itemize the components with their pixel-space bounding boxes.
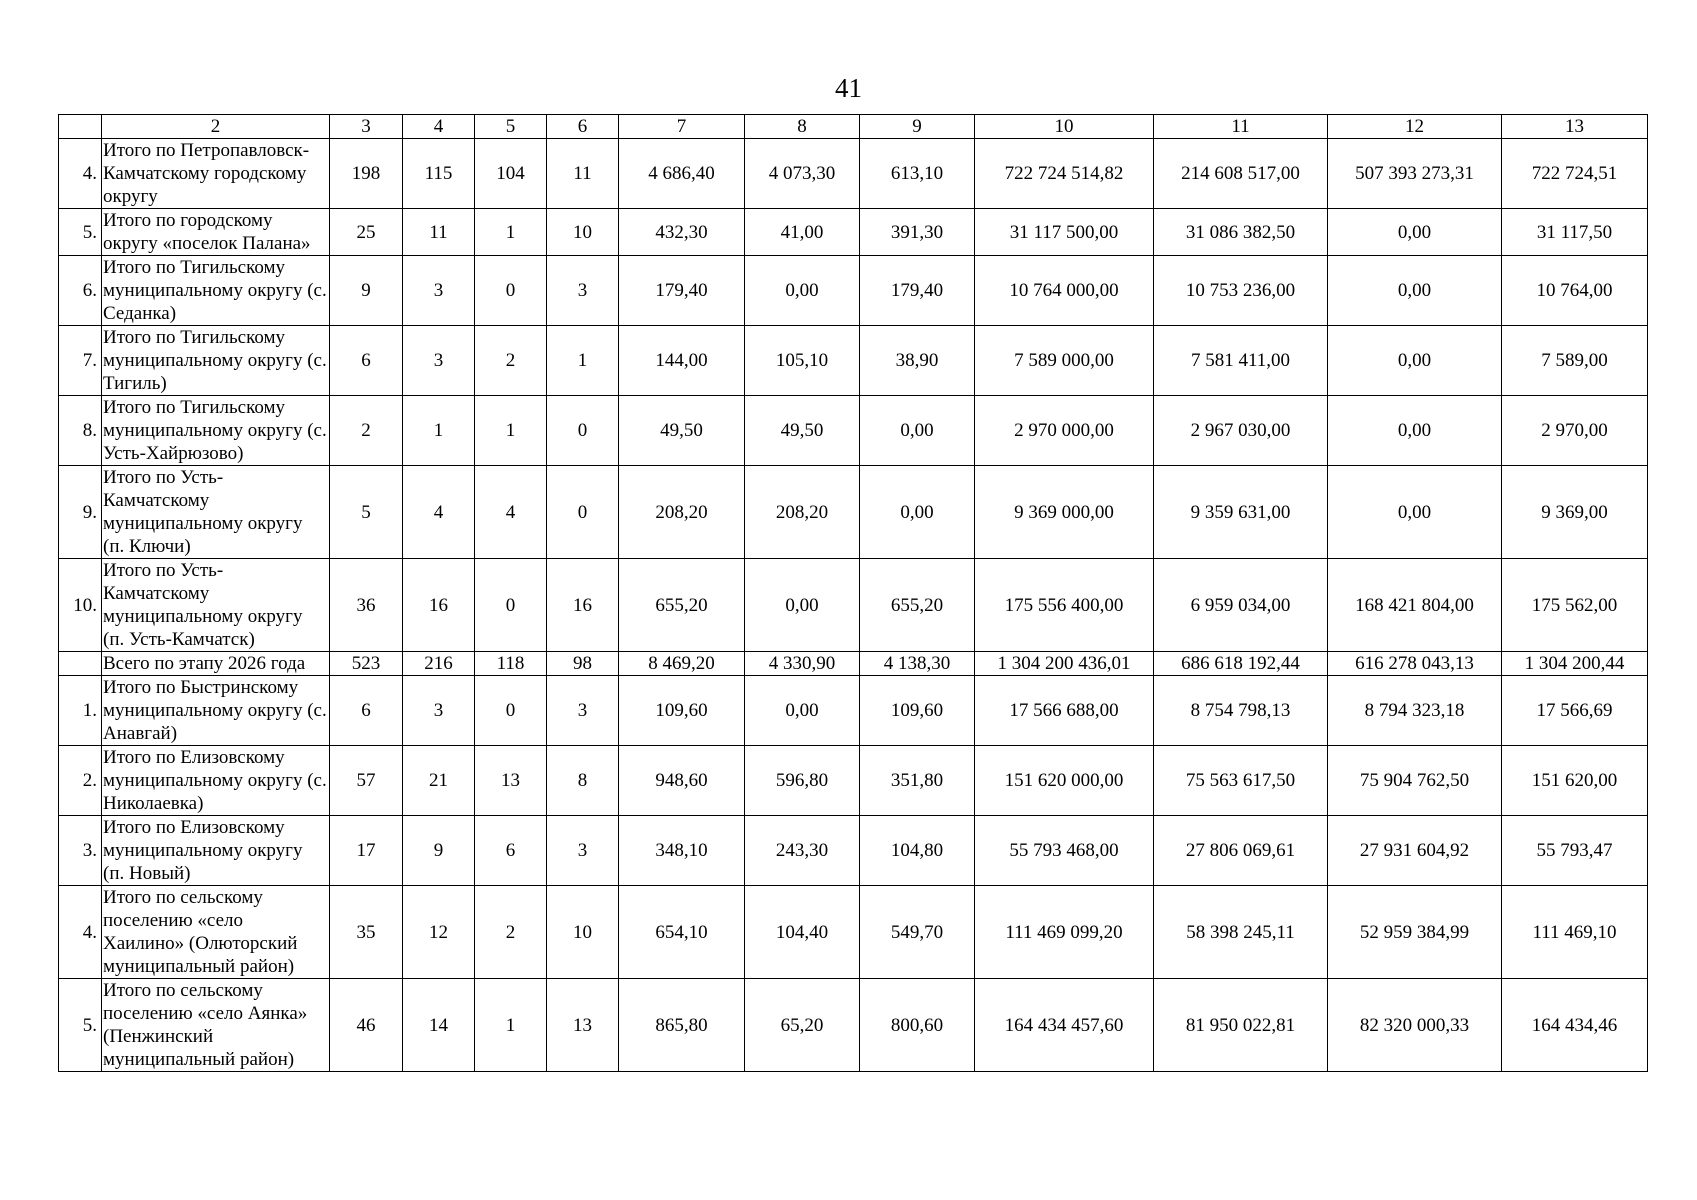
value-cell: 16: [403, 559, 475, 652]
value-cell: 10 764,00: [1502, 256, 1648, 326]
value-cell: 3: [403, 326, 475, 396]
value-cell: 8 794 323,18: [1328, 676, 1502, 746]
value-cell: 4 138,30: [860, 652, 975, 676]
column-number-cell: 5: [475, 115, 547, 139]
value-cell: 164 434,46: [1502, 979, 1648, 1072]
table-row: [59, 979, 1648, 1072]
row-number: [59, 652, 102, 676]
value-cell: 655,20: [860, 559, 975, 652]
column-number-cell: 4: [403, 115, 475, 139]
value-cell: 151 620 000,00: [975, 746, 1154, 816]
value-cell: 432,30: [619, 209, 745, 256]
value-cell: 7 581 411,00: [1154, 326, 1328, 396]
table-body: [59, 115, 1648, 1072]
value-cell: 179,40: [619, 256, 745, 326]
value-cell: 948,60: [619, 746, 745, 816]
value-cell: 49,50: [619, 396, 745, 466]
row-name: Всего по этапу 2026 года: [102, 652, 330, 676]
value-cell: 0: [547, 466, 619, 559]
value-cell: 722 724 514,82: [975, 139, 1154, 209]
value-cell: 10: [547, 886, 619, 979]
value-cell: 8 469,20: [619, 652, 745, 676]
value-cell: 1: [547, 326, 619, 396]
value-cell: 109,60: [619, 676, 745, 746]
value-cell: 2 967 030,00: [1154, 396, 1328, 466]
value-cell: 55 793 468,00: [975, 816, 1154, 886]
value-cell: 9: [330, 256, 403, 326]
value-cell: 243,30: [745, 816, 860, 886]
value-cell: 0,00: [860, 466, 975, 559]
value-cell: 31 086 382,50: [1154, 209, 1328, 256]
value-cell: 35: [330, 886, 403, 979]
row-number: 1.: [59, 676, 102, 746]
value-cell: 6: [330, 676, 403, 746]
value-cell: 75 904 762,50: [1328, 746, 1502, 816]
value-cell: 3: [547, 816, 619, 886]
row-name: Итого по Елизовскому муниципальному округу (с. Николаевка): [102, 746, 330, 816]
value-cell: 65,20: [745, 979, 860, 1072]
value-cell: 8: [547, 746, 619, 816]
value-cell: 9 359 631,00: [1154, 466, 1328, 559]
row-number: 4.: [59, 886, 102, 979]
value-cell: 0: [475, 559, 547, 652]
row-number: 2.: [59, 746, 102, 816]
table-row: [59, 886, 1648, 979]
column-number-cell: 11: [1154, 115, 1328, 139]
value-cell: 104,40: [745, 886, 860, 979]
value-cell: 549,70: [860, 886, 975, 979]
value-cell: 98: [547, 652, 619, 676]
value-cell: 0,00: [1328, 209, 1502, 256]
row-name: Итого по сельскому поселению «село Хаилино» (Олюторский муниципальный район): [102, 886, 330, 979]
value-cell: 2: [330, 396, 403, 466]
value-cell: 1: [403, 396, 475, 466]
value-cell: 0: [475, 256, 547, 326]
value-cell: 10 753 236,00: [1154, 256, 1328, 326]
value-cell: 111 469,10: [1502, 886, 1648, 979]
value-cell: 105,10: [745, 326, 860, 396]
row-number: 9.: [59, 466, 102, 559]
value-cell: 111 469 099,20: [975, 886, 1154, 979]
row-name: Итого по городскому округу «поселок Палана»: [102, 209, 330, 256]
table-row: [59, 746, 1648, 816]
value-cell: 168 421 804,00: [1328, 559, 1502, 652]
value-cell: 14: [403, 979, 475, 1072]
value-cell: 2: [475, 326, 547, 396]
row-name: Итого по Петропавловск-Камчатскому городскому округу: [102, 139, 330, 209]
value-cell: 0,00: [745, 676, 860, 746]
value-cell: 11: [547, 139, 619, 209]
value-cell: 198: [330, 139, 403, 209]
table-row: [59, 466, 1648, 559]
value-cell: 104: [475, 139, 547, 209]
row-number: 5.: [59, 979, 102, 1072]
value-cell: 0,00: [1328, 256, 1502, 326]
value-cell: 13: [547, 979, 619, 1072]
value-cell: 144,00: [619, 326, 745, 396]
table-row: [59, 256, 1648, 326]
value-cell: 49,50: [745, 396, 860, 466]
value-cell: 25: [330, 209, 403, 256]
row-number: 10.: [59, 559, 102, 652]
value-cell: 0: [475, 676, 547, 746]
table-row: [59, 652, 1648, 676]
table-row: [59, 139, 1648, 209]
value-cell: 36: [330, 559, 403, 652]
column-number-cell: 9: [860, 115, 975, 139]
value-cell: 2 970 000,00: [975, 396, 1154, 466]
value-cell: 118: [475, 652, 547, 676]
value-cell: 208,20: [619, 466, 745, 559]
value-cell: 151 620,00: [1502, 746, 1648, 816]
value-cell: 1: [475, 979, 547, 1072]
column-number-row: [59, 115, 1648, 139]
value-cell: 175 562,00: [1502, 559, 1648, 652]
value-cell: 75 563 617,50: [1154, 746, 1328, 816]
value-cell: 9 369,00: [1502, 466, 1648, 559]
value-cell: 4: [475, 466, 547, 559]
value-cell: 1: [475, 209, 547, 256]
value-cell: 0,00: [1328, 396, 1502, 466]
value-cell: 0,00: [745, 559, 860, 652]
row-name: Итого по Тигильскому муниципальному округу (с. Седанка): [102, 256, 330, 326]
value-cell: 17: [330, 816, 403, 886]
value-cell: 3: [403, 676, 475, 746]
value-cell: 4 686,40: [619, 139, 745, 209]
value-cell: 115: [403, 139, 475, 209]
value-cell: 216: [403, 652, 475, 676]
row-name: Итого по Усть-Камчатскому муниципальному округу (п. Ключи): [102, 466, 330, 559]
value-cell: 208,20: [745, 466, 860, 559]
value-cell: 655,20: [619, 559, 745, 652]
row-number: 5.: [59, 209, 102, 256]
value-cell: 0: [547, 396, 619, 466]
row-number: 8.: [59, 396, 102, 466]
value-cell: 27 806 069,61: [1154, 816, 1328, 886]
value-cell: 21: [403, 746, 475, 816]
row-number: 6.: [59, 256, 102, 326]
column-number-cell: 12: [1328, 115, 1502, 139]
value-cell: 2: [475, 886, 547, 979]
column-number-cell: 6: [547, 115, 619, 139]
value-cell: 10: [547, 209, 619, 256]
value-cell: 686 618 192,44: [1154, 652, 1328, 676]
value-cell: 654,10: [619, 886, 745, 979]
value-cell: 41,00: [745, 209, 860, 256]
value-cell: 104,80: [860, 816, 975, 886]
value-cell: 214 608 517,00: [1154, 139, 1328, 209]
value-cell: 865,80: [619, 979, 745, 1072]
value-cell: 12: [403, 886, 475, 979]
value-cell: 9 369 000,00: [975, 466, 1154, 559]
page-number: 41: [835, 73, 862, 103]
value-cell: 5: [330, 466, 403, 559]
value-cell: 7 589 000,00: [975, 326, 1154, 396]
value-cell: 1 304 200,44: [1502, 652, 1648, 676]
value-cell: 722 724,51: [1502, 139, 1648, 209]
row-number: 7.: [59, 326, 102, 396]
value-cell: 507 393 273,31: [1328, 139, 1502, 209]
value-cell: 1: [475, 396, 547, 466]
value-cell: 31 117 500,00: [975, 209, 1154, 256]
value-cell: 11: [403, 209, 475, 256]
value-cell: 0,00: [745, 256, 860, 326]
value-cell: 6 959 034,00: [1154, 559, 1328, 652]
table-row: [59, 559, 1648, 652]
value-cell: 109,60: [860, 676, 975, 746]
column-number-cell: [59, 115, 102, 139]
column-number-cell: 7: [619, 115, 745, 139]
value-cell: 523: [330, 652, 403, 676]
row-name: Итого по сельскому поселению «село Аянка» (Пенжинский муниципальный район): [102, 979, 330, 1072]
value-cell: 0,00: [1328, 326, 1502, 396]
value-cell: 4 330,90: [745, 652, 860, 676]
value-cell: 3: [547, 256, 619, 326]
value-cell: 351,80: [860, 746, 975, 816]
value-cell: 46: [330, 979, 403, 1072]
column-number-cell: 2: [102, 115, 330, 139]
value-cell: 16: [547, 559, 619, 652]
row-name: Итого по Тигильскому муниципальному округу (с. Тигиль): [102, 326, 330, 396]
value-cell: 52 959 384,99: [1328, 886, 1502, 979]
column-number-cell: 3: [330, 115, 403, 139]
value-cell: 616 278 043,13: [1328, 652, 1502, 676]
value-cell: 175 556 400,00: [975, 559, 1154, 652]
value-cell: 17 566 688,00: [975, 676, 1154, 746]
value-cell: 613,10: [860, 139, 975, 209]
value-cell: 81 950 022,81: [1154, 979, 1328, 1072]
value-cell: 38,90: [860, 326, 975, 396]
value-cell: 0,00: [1328, 466, 1502, 559]
value-cell: 6: [475, 816, 547, 886]
table-row: [59, 676, 1648, 746]
table-row: [59, 816, 1648, 886]
table-row: [59, 396, 1648, 466]
value-cell: 1 304 200 436,01: [975, 652, 1154, 676]
row-name: Итого по Быстринскому муниципальному округу (с. Анавгай): [102, 676, 330, 746]
value-cell: 27 931 604,92: [1328, 816, 1502, 886]
value-cell: 179,40: [860, 256, 975, 326]
value-cell: 9: [403, 816, 475, 886]
column-number-cell: 13: [1502, 115, 1648, 139]
value-cell: 58 398 245,11: [1154, 886, 1328, 979]
value-cell: 164 434 457,60: [975, 979, 1154, 1072]
row-name: Итого по Усть-Камчатскому муниципальному округу (п. Усть-Камчатск): [102, 559, 330, 652]
value-cell: 31 117,50: [1502, 209, 1648, 256]
value-cell: 13: [475, 746, 547, 816]
value-cell: 7 589,00: [1502, 326, 1648, 396]
value-cell: 4: [403, 466, 475, 559]
value-cell: 3: [547, 676, 619, 746]
value-cell: 6: [330, 326, 403, 396]
value-cell: 10 764 000,00: [975, 256, 1154, 326]
value-cell: 82 320 000,33: [1328, 979, 1502, 1072]
table-row: [59, 209, 1648, 256]
column-number-cell: 8: [745, 115, 860, 139]
value-cell: 3: [403, 256, 475, 326]
row-name: Итого по Елизовскому муниципальному округу (п. Новый): [102, 816, 330, 886]
row-name: Итого по Тигильскому муниципальному округу (с. Усть-Хайрюзово): [102, 396, 330, 466]
row-number: 4.: [59, 139, 102, 209]
data-table: [58, 114, 1648, 1072]
value-cell: 348,10: [619, 816, 745, 886]
value-cell: 57: [330, 746, 403, 816]
value-cell: 596,80: [745, 746, 860, 816]
value-cell: 391,30: [860, 209, 975, 256]
value-cell: 0,00: [860, 396, 975, 466]
value-cell: 4 073,30: [745, 139, 860, 209]
value-cell: 55 793,47: [1502, 816, 1648, 886]
value-cell: 8 754 798,13: [1154, 676, 1328, 746]
column-number-cell: 10: [975, 115, 1154, 139]
value-cell: 17 566,69: [1502, 676, 1648, 746]
table-row: [59, 326, 1648, 396]
value-cell: 2 970,00: [1502, 396, 1648, 466]
value-cell: 800,60: [860, 979, 975, 1072]
row-number: 3.: [59, 816, 102, 886]
